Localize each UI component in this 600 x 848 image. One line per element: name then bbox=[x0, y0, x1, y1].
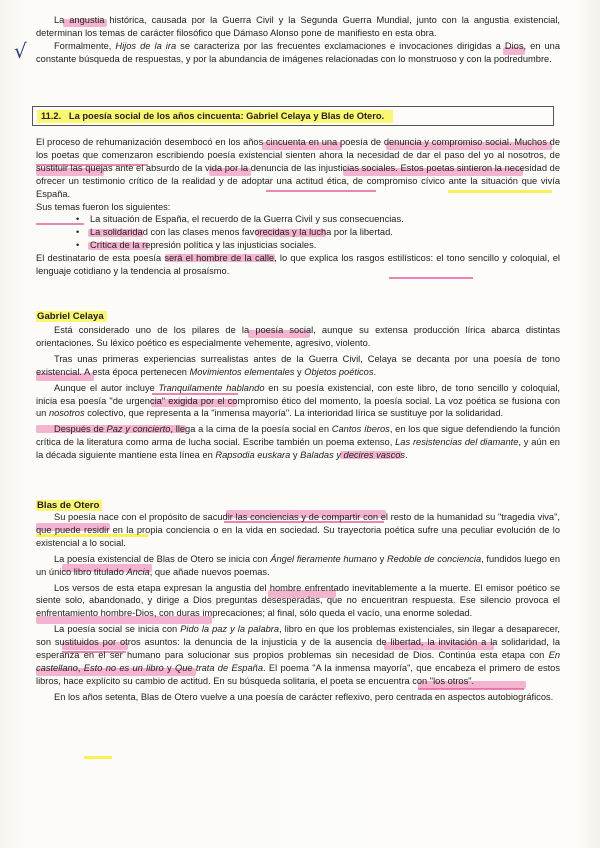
text-run: . El poema "A la inmensa mayoría", que encabeza el primero de estos libros, hace explícito su cambio de actitud. En su búsqueda solitaria, el poeta se encuentra con "los otros". bbox=[36, 662, 561, 686]
otero-paragraph-2 bbox=[36, 553, 560, 579]
text-run: , bbox=[77, 662, 84, 673]
section-header-box bbox=[32, 106, 554, 126]
book-title: Esto no es un libro bbox=[83, 662, 164, 673]
book-title: Pido la paz y la palabra bbox=[180, 624, 280, 635]
text-run: Formalmente, bbox=[54, 40, 116, 51]
text-run: . bbox=[405, 450, 408, 461]
book-title: Cantos íberos bbox=[331, 424, 390, 435]
book-title: Movimientos elementales bbox=[189, 366, 295, 377]
text-run: y bbox=[294, 366, 305, 377]
book-title: Tranquilamente hablando bbox=[158, 382, 265, 393]
text-run: , en los que sigue defendiendo la función crítica de la literatura como arma de lucha social. Escribe también un poema extenso, bbox=[36, 424, 560, 448]
text-run: , fundidos luego en un único libro titulado bbox=[36, 553, 560, 577]
book-title: En castellano bbox=[36, 650, 560, 673]
celaya-heading bbox=[36, 310, 107, 323]
underline-mark bbox=[84, 756, 112, 759]
book-title: Paz y concierto bbox=[106, 424, 171, 435]
text-run: en su poesía existencial, con este libro, de tono sencillo y coloquial, inicia esa poesía "de urgencia" exigida por el compromiso ético del momento, la poesía social. La voz poética se fusiona con un bbox=[36, 382, 561, 419]
themes-list bbox=[36, 213, 560, 252]
book-title: Hijos de la ira bbox=[115, 40, 177, 51]
celaya-paragraph-2 bbox=[36, 353, 560, 379]
text-run: y bbox=[290, 450, 301, 461]
otero-paragraph-4 bbox=[36, 623, 560, 688]
social-paragraph-2: El destinatario de esta poesía será el hombre de la calle, lo que explica los rasgos estilísticos: el tono sencillo y coloquial, el lenguaje cotidiano y la tendencia al prosaísmo. bbox=[36, 253, 560, 277]
celaya-paragraph-3 bbox=[36, 382, 560, 421]
intro-block bbox=[36, 14, 560, 66]
book-title: Rapsodia euskara bbox=[215, 450, 291, 461]
text-run: , y aún en la década siguiente mantiene esta línea en bbox=[36, 437, 560, 461]
otero-block bbox=[36, 511, 560, 704]
section-title bbox=[41, 110, 384, 123]
book-title: Las resistencias del diamante bbox=[395, 437, 519, 448]
themes-intro: Sus temas fueron los siguientes: bbox=[36, 201, 171, 212]
otero-paragraph-5: En los años setenta, Blas de Otero vuelve a una poesía de carácter reflexivo, pero centrada en aspectos autobiográficos. bbox=[54, 691, 554, 702]
book-title: Objetos poéticos bbox=[304, 366, 374, 377]
book-title: Ángel fieramente humano bbox=[270, 553, 377, 564]
celaya-paragraph-1: Está considerado uno de los pilares de la poesía social, aunque su extensa producción lírica abarca distintas orientaciones. Su léxico poético es especialmente vehemente, agresivo, violento. bbox=[36, 325, 560, 348]
book-title: Baladas y decires vascos bbox=[300, 450, 406, 461]
list-item: • La solidaridad con las clases menos favorecidas y la lucha por la libertad. bbox=[36, 226, 560, 239]
heading-text: Gabriel Celaya bbox=[36, 311, 107, 322]
social-paragraph-1: El proceso de rehumanización desembocó en los años cincuenta en una poesía de denuncia y compromiso social. Muchos de los poetas que comenzaron escribiendo poesía existencial sienten ahora la necesidad de dar el paso del yo al nosotros, de sustituir las quejas ante el absurdo de la vida por la denuncia de las injusticias sociales. Estos poetas sintieron la necesidad de ofrecer un testimonio crítico de la realidad y de adoptar una actitud ética, de compromiso cívico ante la situación que vivía España. bbox=[36, 137, 560, 199]
celaya-block bbox=[36, 324, 560, 462]
text-run: , llega a la cima de la poesía social en bbox=[170, 424, 332, 435]
list-item: • La situación de España, el recuerdo de la Guerra Civil y sus consecuencias. bbox=[36, 213, 560, 226]
section-title-text: La poesía social de los años cincuenta: Gabriel Celaya y Blas de Otero. bbox=[68, 111, 385, 121]
text-run: La poesía social se inicia con bbox=[54, 624, 181, 635]
text-run: y bbox=[376, 553, 387, 564]
otero-paragraph-3: Los versos de esta etapa expresan la angustia del hombre enfrentado inevitablemente a la muerte. El emisor poético se siente solo, abandonado, y dirige a Dios preguntas desesperadas, que no encuentran respuesta. Ese silencio provoca el enfrentamiento hombre-Dios, con duras imprecaciones; al final, sólo queda el vacío, una enorme soledad. bbox=[36, 582, 560, 619]
text-run: . bbox=[373, 366, 377, 377]
social-poetry-block bbox=[36, 136, 560, 278]
text-run: Después de bbox=[54, 424, 107, 435]
book-title: Ancia bbox=[126, 566, 150, 577]
book-title: Que trata de España bbox=[175, 662, 263, 673]
list-item: • Crítica de la represión política y las injusticias sociales. bbox=[36, 239, 560, 252]
text-run: colectivo, que representa a la "inmensa mayoría". La interioridad lírica se sustituye por la solidaridad. bbox=[84, 408, 504, 419]
intro-paragraph-1: La angustia histórica, causada por la Guerra Civil y la Segunda Guerra Mundial, junto con la angustia existencial, determinan los temas de carácter filosófico que Dámaso Alonso pone de manifiesto en esta obra. bbox=[36, 15, 560, 38]
text-run: La poesía existencial de Blas de Otero se inicia con bbox=[54, 553, 271, 564]
text-run: Tras unas primeras experiencias surrealistas antes de la Guerra Civil, Celaya se decanta por una poesía de tono existencial. A esta época pertenecen bbox=[36, 353, 560, 377]
emphasis: nosotros bbox=[48, 408, 85, 419]
text-run: Aunque el autor incluye bbox=[54, 382, 159, 393]
text-run: y bbox=[163, 662, 175, 673]
intro-paragraph-2 bbox=[36, 40, 560, 66]
celaya-paragraph-4 bbox=[36, 423, 560, 462]
checkmark-icon: √ bbox=[14, 39, 27, 63]
text-run: se caracteriza por las frecuentes exclamaciones e invocaciones dirigidas a Dios, en una constante búsqueda de respuestas, y por la abundancia de imágenes relacionadas con lo monstruoso y con la podredumbre. bbox=[36, 40, 560, 64]
book-title: Redoble de conciencia bbox=[386, 553, 482, 564]
otero-paragraph-1: Su poesía nace con el propósito de sacudir las conciencias y de compartir con el resto de la humanidad su "tragedia viva", que puede residir en la propia conciencia o en la vida en sociedad. Su trayectoria poética sufre una peculiar evolución de lo existencial a lo social. bbox=[36, 512, 560, 548]
text-run: , que añade nuevos poemas. bbox=[149, 566, 270, 577]
text-run: , libro en que los problemas existenciales, sin llegar a desaparecer, son sustituidos por otros asuntos: la denuncia de la injusticia y de la ausencia de libertad, la invitación a la solidaridad, la esperanza en el ser humano para solucionar sus propios problemas sin necesidad de Dios. Continúa esta etapa con bbox=[36, 624, 560, 661]
section-number: 11.2. bbox=[41, 111, 62, 121]
heading-text: Blas de Otero bbox=[36, 500, 102, 511]
